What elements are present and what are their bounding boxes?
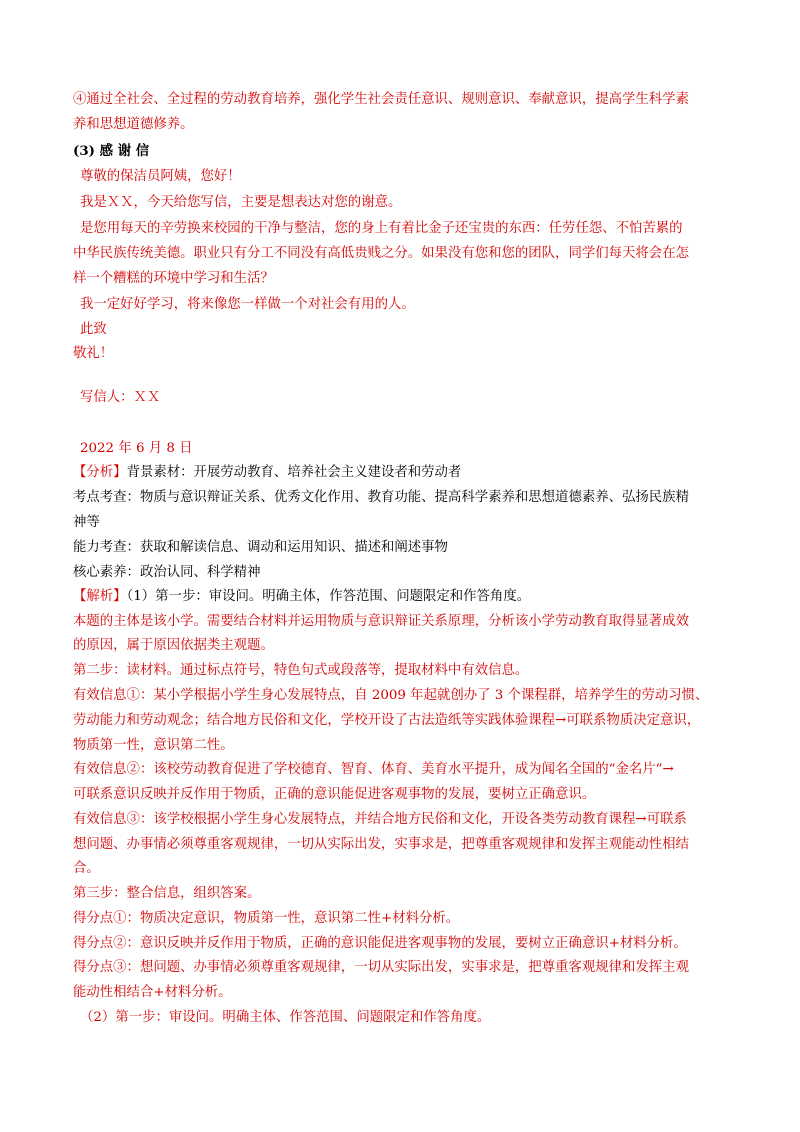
explanation-line: 本题的主体是该小学。需要结合材料并运用物质与意识辩证关系原理，分析该小学劳动教育取得显著成效 [73,614,689,629]
letter-date: 2022 年 6 月 8 日 [80,441,193,456]
analysis-tag: 【分析】 [73,465,127,480]
explanation-line [73,589,732,605]
letter-line: 中华民族传统美德。职业只有分工不同没有高低贵贱之分。如果没有您和您的团队，同学们每天将会在怎 [73,246,689,261]
letter-line: 我是ＸＸ，今天给您写信，主要是想表达对您的谢意。 [80,195,402,210]
analysis-line: 能力考查：获取和解读信息、调动和运用知识、描述和阐述事物 [73,540,448,555]
explanation-line: 可联系意识反映并反作用于物质，正确的意识能促进客观事物的发展，要树立正确意识。 [73,787,596,802]
analysis-line [73,465,732,481]
answer-line: 养和思想道德修养。 [73,117,194,132]
explanation-line: 物质第一性，意识第二性。 [73,738,234,753]
explanation-tag: 【解析】 [73,589,127,604]
explanation-line: 劳动能力和劳动观念；结合地方民俗和文化，学校开设了古法造纸等实践体验课程→可联系物质决定意识， [73,713,701,728]
analysis-line: 考点考查：物质与意识辩证关系、优秀文化作用、教育功能、提高科学素养和思想道德素养、弘扬民族精 [73,490,689,505]
section-heading: (3) 感 谢 信 [73,143,150,159]
answer-line: ④通过全社会、全过程的劳动教育培养，强化学生社会责任意识、规则意识、奉献意识，提高学生科学素 [73,92,689,107]
explanation-line: 的原因，属于原因依据类主观题。 [73,638,274,653]
analysis-line: 神等 [73,515,100,530]
explanation-line: 合。 [73,861,100,876]
explanation-text: （1）第一步：审设问。明确主体，作答范围、问题限定和作答角度。 [126,589,531,604]
letter-closing: 敬礼！ [73,346,114,361]
explanation-line: 得分点②：意识反映并反作用于物质，正确的意识能促进客观事物的发展，要树立正确意识+材料分析。 [73,936,687,951]
analysis-line: 核心素养：政治认同、科学精神 [73,565,261,580]
explanation-line: 第二步：读材料。通过标点符号，特色句式或段落等，提取材料中有效信息。 [73,663,529,678]
explanation-line: 想问题、办事情必须尊重客观规律，一切从实际出发，实事求是，把尊重客观规律和发挥主观能动性相结 [73,837,689,852]
explanation-line: 能动性相结合+材料分析。 [73,985,232,1000]
explanation-line: 得分点①：物质决定意识，物质第一性，意识第二性+材料分析。 [73,911,460,926]
letter-greeting: 尊敬的保洁员阿姨，您好！ [80,169,241,184]
analysis-text: 背景素材：开展劳动教育、培养社会主义建设者和劳动者 [126,465,462,480]
explanation-line: 有效信息③：该学校根据小学生身心发展特点，并结合地方民俗和文化，开设各类劳动教育课程→可联系 [73,812,687,827]
letter-line: 是您用每天的辛劳换来校园的干净与整洁，您的身上有着比金子还宝贵的东西：任劳任怨、不怕苦累的 [80,221,683,236]
explanation-line: 第三步：整合信息，组织答案。 [73,886,261,901]
explanation-line: 有效信息①：某小学根据小学生身心发展特点，自 2009 年起就创办了 3 个课程群，培养学生的劳动习惯、 [73,688,709,703]
explanation-line: 有效信息②：该校劳动教育促进了学校德育、智育、体育、美育水平提升，成为闻名全国的“金名片”→ [73,762,674,777]
explanation-line: （2）第一步：审设问。明确主体、作答范围、问题限定和作答角度。 [80,1010,491,1025]
explanation-line: 得分点③：想问题、办事情必须尊重客观规律，一切从实际出发，实事求是，把尊重客观规律和发挥主观 [73,960,689,975]
letter-line: 样一个糟糕的环境中学习和生活？ [73,271,274,286]
letter-closing: 此致 [80,322,107,337]
letter-line: 我一定好好学习，将来像您一样做一个对社会有用的人。 [80,297,415,312]
letter-signature: 写信人：ＸＸ [80,390,161,405]
